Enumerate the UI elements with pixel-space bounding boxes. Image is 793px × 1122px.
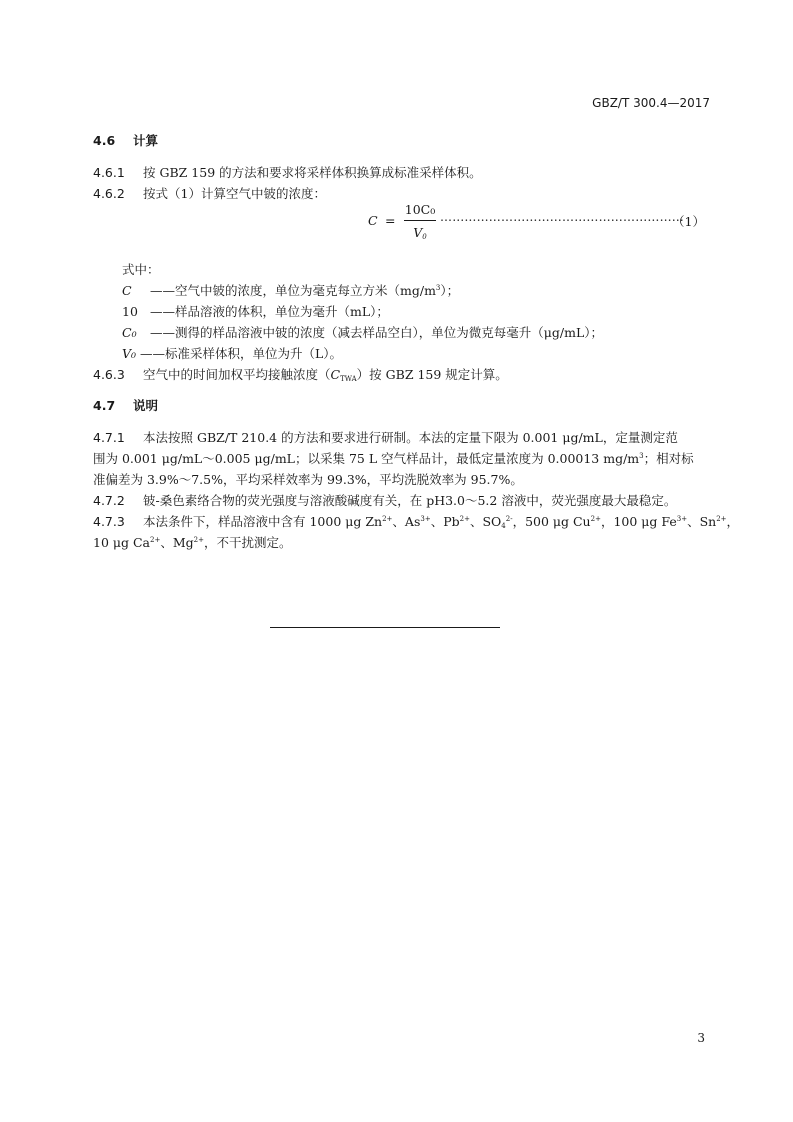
section-number: 4.7 [93,398,116,413]
formula-fraction [402,202,438,240]
section-title: 说明 [133,398,159,413]
section-title: 计算 [133,133,159,148]
clause-number: 4.6.2 [93,186,125,201]
clause-4-7-2: 4.7.2 铍-桑色素络合物的荧光强度与溶液酸碱度有关，在 pH3.0～5.2 溶液中，荧光强度最大最稳定。 [93,493,677,508]
where-intro: 式中： [122,262,160,277]
formula-denominator: $V_0$ [413,225,427,241]
clause-text: 按式（1）计算空气中铍的浓度： [143,186,326,201]
fraction-bar [404,220,436,221]
clause-number: 4.6.3 [93,367,125,382]
dash: —— [150,283,175,298]
clause-number: 4.7.2 [93,493,125,508]
end-of-text-rule [270,627,500,628]
formula-lhs: C [368,213,378,228]
symbol: C [122,283,132,298]
formula-equals: = [385,213,396,228]
clause-number: 4.7.1 [93,430,125,445]
clause-4-6-1 [93,163,482,181]
where-item-c: C ——空气中铍的浓度，单位为毫克每立方米$(mg/m^3)$； [122,283,460,298]
clause-number: 4.6.1 [93,165,125,180]
formula-numerator: 10C₀ [404,202,436,217]
clause-text: 按 GBZ 159 的方法和要求将采样体积换算成标准采样体积。 [143,165,482,180]
clause-4-7-1-line3: 准偏差为 3.9%～7.5%，平均采样效率为 99.3%，平均洗脱效率为 95.7%。 [93,472,523,487]
clause-4-7-3-line2: 10 μg $Ca^{2+}$、$Mg^{2+}$，不干扰测定。 [93,535,292,550]
clause-4-6-2 [93,184,326,202]
standard-code-header: GBZ/T 300.4—2017 [592,96,710,110]
definition: 样品溶液的体积，单位为毫升（mL）； [175,304,389,319]
formula-number: （1） [672,214,705,229]
dash: —— [140,346,165,361]
page-number: 3 [697,1031,705,1045]
dash: —— [150,304,175,319]
clause-4-7-1-line1: 4.7.1 本法按照 GBZ/T 210.4 的方法和要求进行研制。本法的定量下限为 0.001 μg/mL，定量测定范 [93,430,678,445]
formula-leader-dots: …………………………………………………… [440,210,684,224]
symbol: 10 [122,304,138,319]
clause-4-7-1-line2: 围为 0.001 μg/mL～0.005 μg/mL；以采集 75 L 空气样品计，最低定量浓度为 0.00013 $mg/m^3$；相对标 [93,451,694,466]
clause-number: 4.7.3 [93,514,125,529]
definition: 空气中铍的浓度，单位为毫克每立方米（mg/m [175,283,436,298]
symbol: V₀ [122,346,137,361]
where-item-10 [122,302,389,320]
definition: 测得的样品溶液中铍的浓度（减去样品空白），单位为微克每毫升（μg/mL）； [175,325,603,340]
section-4-6-heading [93,131,158,149]
where-item-v0 [122,344,342,362]
dash: —— [150,325,175,340]
definition: 标准采样体积，单位为升（L）。 [165,346,343,361]
where-item-c0 [122,323,603,341]
symbol: C₀ [122,325,137,340]
section-number: 4.6 [93,133,116,148]
clause-4-6-3: 4.6.3 空气中的时间加权平均接触浓度$(C_{TWA})$按 GBZ 159 规定计算。 [93,367,508,383]
section-4-7-heading [93,396,158,414]
clause-4-7-3-line1: 4.7.3 本法条件下，样品溶液中含有 1000 μg $Zn^{2+}$、$As^{3+}$、$Pb^{2+}$、$SO_4^{2-}$，500 μg $Cu^{2+}$，100 μg $Fe^{3+}$、$Sn^{2+}$， [93,514,740,530]
